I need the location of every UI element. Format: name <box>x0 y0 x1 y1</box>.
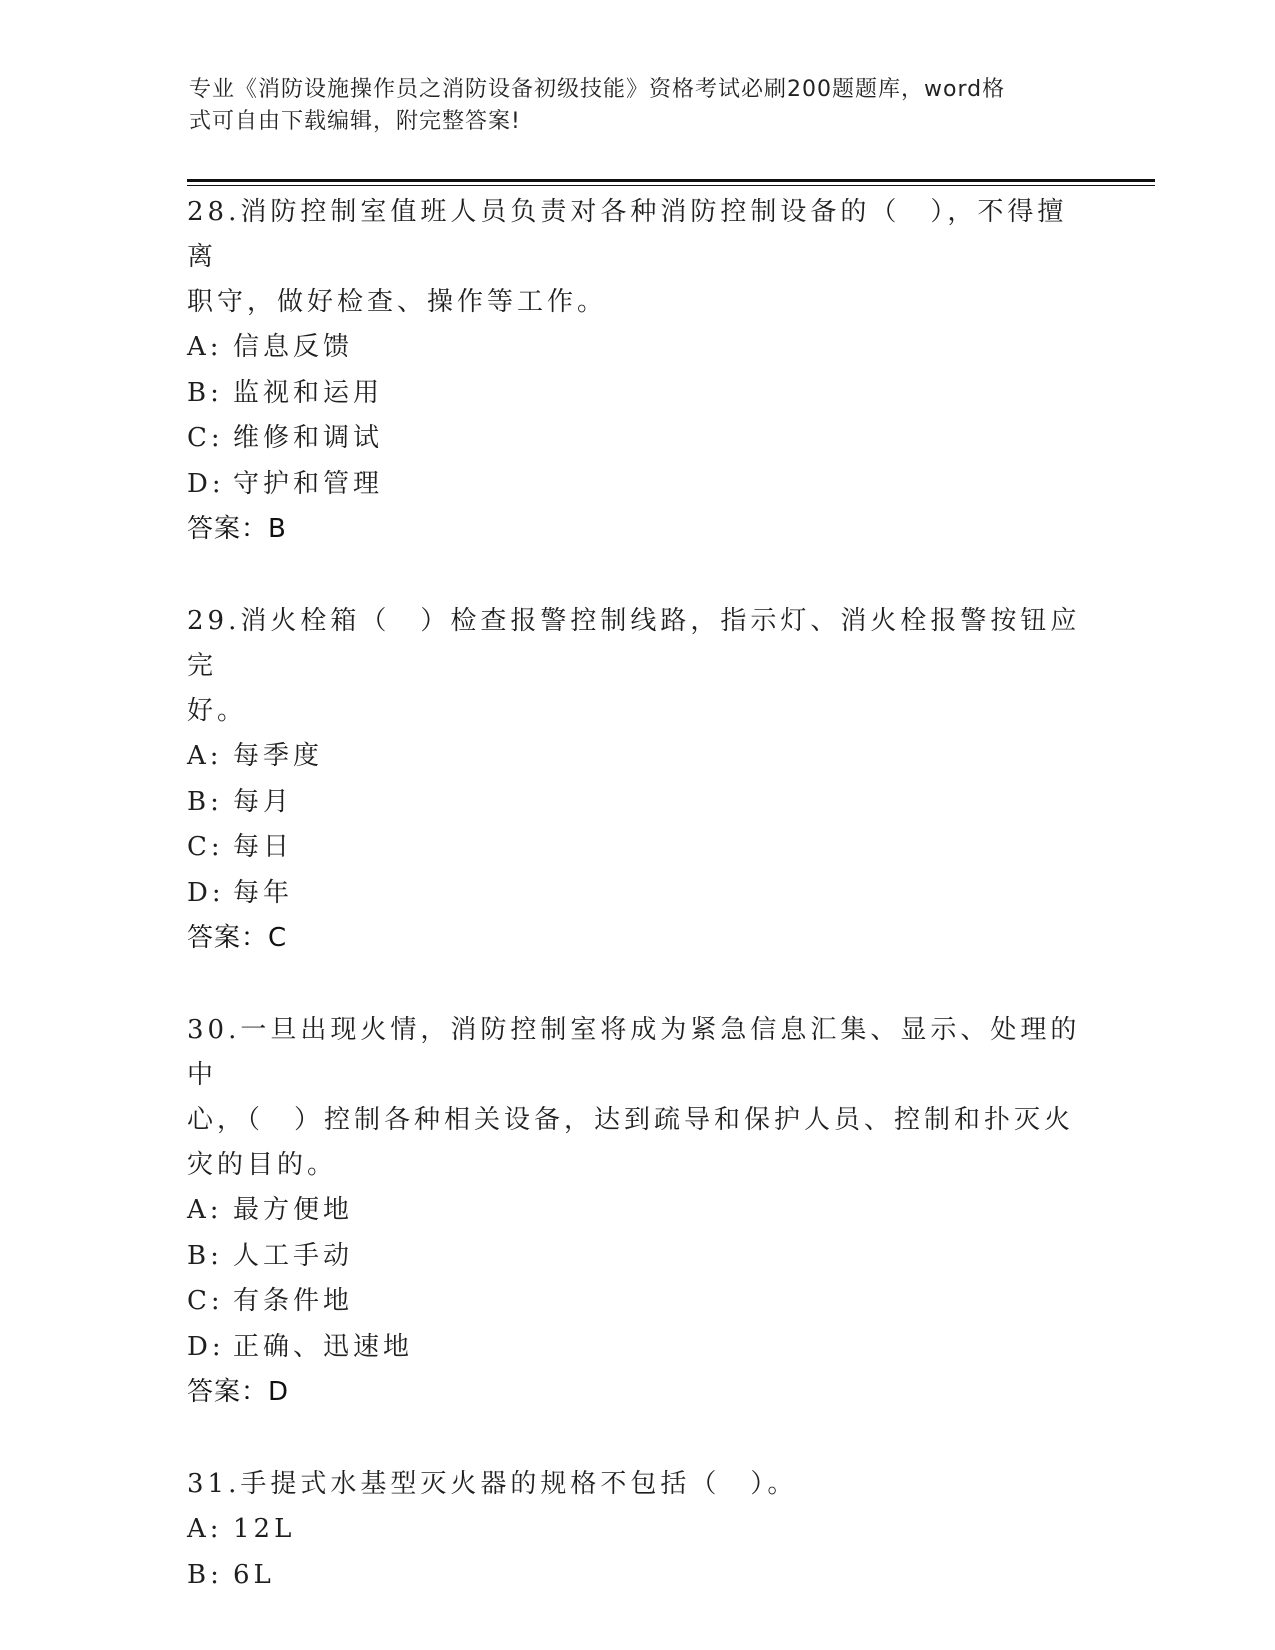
option-letter: A: <box>187 1514 223 1544</box>
answer-key: 答案：B <box>187 514 287 544</box>
answer-option <box>187 1188 1087 1234</box>
option-letter: A: <box>187 1195 223 1225</box>
answer-option <box>187 1234 1087 1280</box>
option-text: 信息反馈 <box>233 332 354 362</box>
option-letter: A: <box>187 741 223 771</box>
header-divider-thin <box>187 185 1155 186</box>
option-letter: C: <box>187 1286 224 1316</box>
option-text: 每年 <box>233 877 294 908</box>
option-letter: D: <box>187 468 225 499</box>
answer-option <box>187 416 1087 462</box>
option-text: 每日 <box>233 832 294 862</box>
option-letter: D: <box>187 877 225 908</box>
answer-option <box>187 871 1087 917</box>
option-letter: C: <box>187 832 224 862</box>
option-letter: B: <box>187 786 223 817</box>
question-block <box>187 190 1087 552</box>
answer-option <box>187 780 1087 826</box>
document-header <box>189 74 1069 138</box>
answer-option <box>187 462 1087 508</box>
question-stem-line: 31.手提式水基型灭火器的规格不包括（ ）。 <box>187 1469 798 1499</box>
option-letter: A: <box>187 332 223 362</box>
option-text: 最方便地 <box>233 1195 354 1225</box>
option-letter: B: <box>187 377 223 408</box>
option-text: 维修和调试 <box>233 423 384 453</box>
question-stem-line: 心，（ ）控制各种相关设备，达到疏导和保护人员、控制和扑灭火 <box>187 1105 1075 1135</box>
option-text: 12L <box>233 1514 296 1544</box>
answer-option <box>187 1325 1087 1371</box>
option-text: 有条件地 <box>233 1286 354 1316</box>
option-letter: B: <box>187 1240 223 1271</box>
option-text: 6L <box>233 1559 275 1590</box>
answer-key: 答案：D <box>187 1377 290 1407</box>
question-stem-line: 好。 <box>187 696 248 726</box>
question-block <box>187 1462 1087 1598</box>
question-list <box>187 190 1087 1598</box>
option-text: 每月 <box>233 786 294 817</box>
question-stem-line: 30.一旦出现火情，消防控制室将成为紧急信息汇集、显示、处理的中 <box>187 1015 1081 1090</box>
answer-option <box>187 371 1087 417</box>
answer-option <box>187 825 1087 871</box>
option-text: 守护和管理 <box>233 468 384 499</box>
option-letter: B: <box>187 1559 223 1590</box>
answer-option <box>187 734 1087 780</box>
header-line-2: 式可自由下载编辑，附完整答案! <box>189 109 521 134</box>
question-stem-line: 职守，做好检查、操作等工作。 <box>187 287 608 317</box>
answer-key: 答案：C <box>187 923 288 953</box>
answer-option <box>187 1279 1087 1325</box>
header-line-1: 专业《消防设施操作员之消防设备初级技能》资格考试必刷200题题库，word格 <box>189 77 1006 102</box>
option-text: 人工手动 <box>233 1240 354 1271</box>
option-letter: C: <box>187 423 224 453</box>
option-text: 监视和运用 <box>233 377 384 408</box>
option-letter: D: <box>187 1331 225 1362</box>
answer-option <box>187 325 1087 371</box>
question-stem-line: 28.消防控制室值班人员负责对各种消防控制设备的（ ），不得擅离 <box>187 197 1068 272</box>
answer-option <box>187 1507 1087 1553</box>
answer-option <box>187 1553 1087 1599</box>
question-block <box>187 599 1087 961</box>
option-text: 每季度 <box>233 741 324 771</box>
question-block <box>187 1008 1087 1415</box>
question-stem-line: 29.消火栓箱（ ）检查报警控制线路，指示灯、消火栓报警按钮应完 <box>187 606 1081 681</box>
option-text: 正确、迅速地 <box>233 1331 414 1362</box>
header-divider-thick <box>187 179 1155 182</box>
question-stem-line: 灾的目的。 <box>187 1150 338 1180</box>
